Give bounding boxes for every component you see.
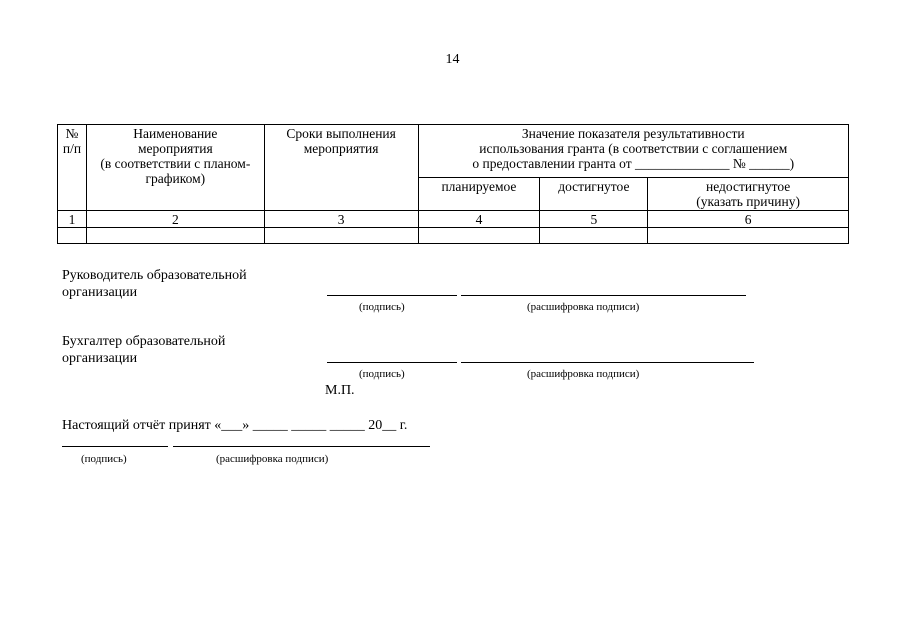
header-planned: планируемое bbox=[418, 178, 540, 211]
column-number: 2 bbox=[86, 211, 264, 228]
report-accepted-line: Настоящий отчёт принят «___» _____ _____ _____ 20__ г. bbox=[62, 418, 408, 433]
accountant-decode-line[interactable] bbox=[461, 362, 754, 363]
header-number: № п/п bbox=[58, 125, 87, 211]
accepted-signature-line[interactable] bbox=[62, 446, 168, 447]
accountant-caption-decode: (расшифровка подписи) bbox=[527, 368, 640, 380]
header-achieved: достигнутое bbox=[540, 178, 648, 211]
column-number: 5 bbox=[540, 211, 648, 228]
header-event-name: Наименование мероприятия (в соответствии с планом- графиком) bbox=[86, 125, 264, 211]
table-cell[interactable] bbox=[418, 228, 540, 244]
director-signature-line[interactable] bbox=[327, 295, 457, 296]
accepted-caption-decode: (расшифровка подписи) bbox=[216, 453, 329, 465]
director-decode-line[interactable] bbox=[461, 295, 746, 296]
page-number: 14 bbox=[445, 52, 460, 67]
column-number: 6 bbox=[648, 211, 849, 228]
header-not-achieved: недостигнутое (указать причину) bbox=[648, 178, 849, 211]
table-cell[interactable] bbox=[58, 228, 87, 244]
column-number: 1 bbox=[58, 211, 87, 228]
column-number: 3 bbox=[264, 211, 418, 228]
report-table bbox=[57, 124, 849, 244]
accepted-decode-line[interactable] bbox=[173, 446, 430, 447]
accountant-label: Бухгалтер образовательной организации bbox=[62, 334, 226, 366]
table-cell[interactable] bbox=[540, 228, 648, 244]
stamp-placeholder: М.П. bbox=[325, 383, 355, 398]
director-caption-decode: (расшифровка подписи) bbox=[527, 301, 640, 313]
accepted-caption-signature: (подпись) bbox=[81, 453, 127, 465]
table-row-empty bbox=[58, 228, 849, 244]
column-number-row bbox=[58, 211, 849, 228]
director-caption-signature: (подпись) bbox=[359, 301, 405, 313]
table-cell[interactable] bbox=[264, 228, 418, 244]
accountant-signature-line[interactable] bbox=[327, 362, 457, 363]
accountant-caption-signature: (подпись) bbox=[359, 368, 405, 380]
column-number: 4 bbox=[418, 211, 540, 228]
table-cell[interactable] bbox=[86, 228, 264, 244]
header-deadlines: Сроки выполнения мероприятия bbox=[264, 125, 418, 211]
header-indicator-value: Значение показателя результативности использования гранта (в соответствии с соглашением о предоставлении гранта от ______________ № ______) bbox=[418, 125, 849, 178]
table-cell[interactable] bbox=[648, 228, 849, 244]
director-label: Руководитель образовательной организации bbox=[62, 268, 247, 300]
